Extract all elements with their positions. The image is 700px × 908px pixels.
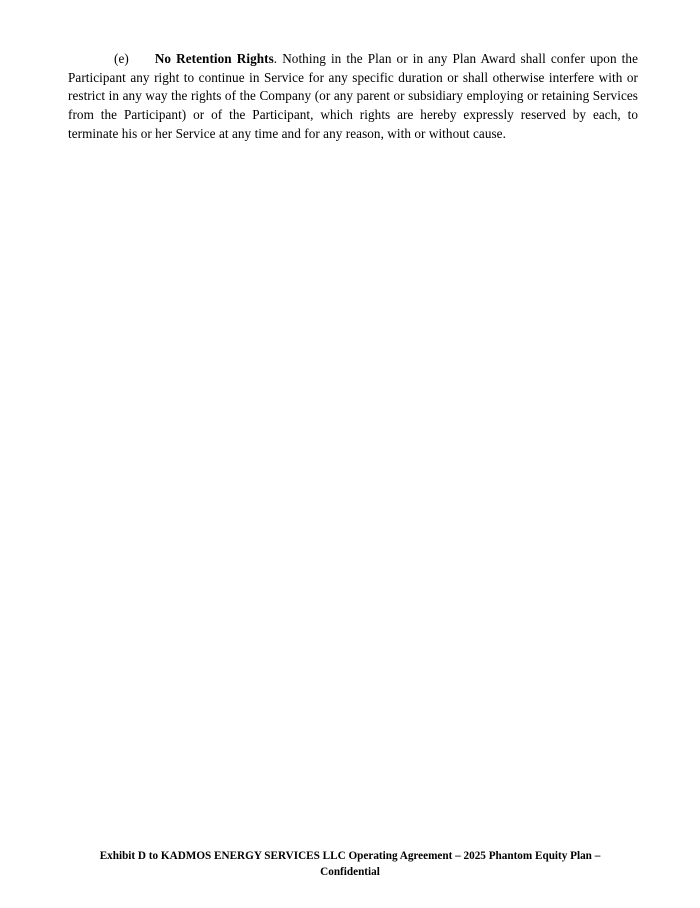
- clause-heading: No Retention Rights: [154, 51, 274, 66]
- footer-line-2: Confidential: [320, 866, 380, 879]
- footer-line-1: Exhibit D to KADMOS ENERGY SERVICES LLC Operating Agreement – 2025 Phantom Equity Plan –: [99, 850, 601, 862]
- page-footer: [0, 848, 700, 880]
- clause-block: [68, 50, 638, 144]
- clause-text: . Nothing in the Plan or in any Plan Award shall confer upon the Participant any right to continue in Service for any specific duration or shall otherwise interfere with or restrict in any way the rights of the Company (or any parent or subsidiary employing or retaining Services from the Participant) or of the Participant, which rights are hereby expressly reserved by each, to terminate his or her Service at any time and for any reason, with or without cause.: [68, 51, 638, 141]
- clause-label: (e): [114, 51, 129, 66]
- clause-paragraph: [68, 50, 638, 144]
